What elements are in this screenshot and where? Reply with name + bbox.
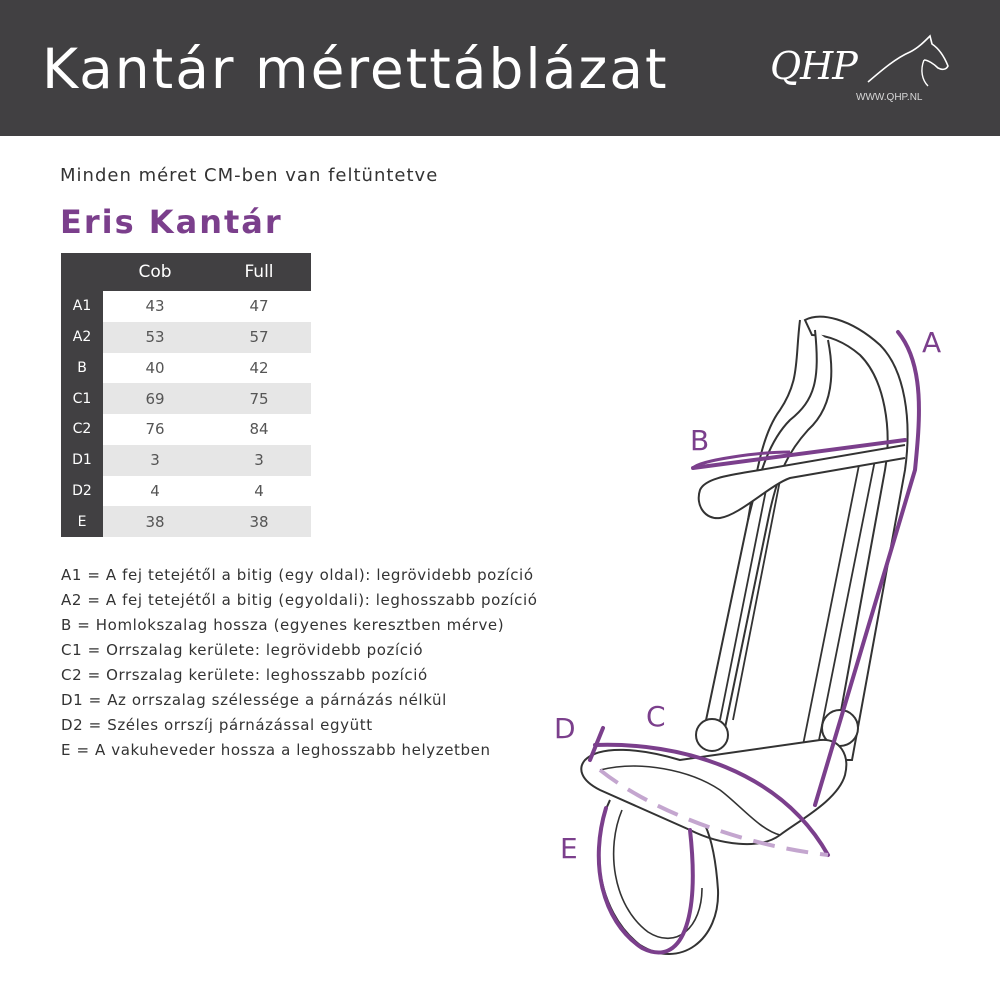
noseband (581, 740, 846, 844)
legend-item-d1: D1 = Az orrszalag szélessége a párnázás nélkül (61, 691, 447, 709)
cob-value: 76 (103, 414, 207, 445)
logo-text: QHP (770, 44, 857, 88)
full-value: 4 (207, 476, 311, 507)
legend-item-e: E = A vakuheveder hossza a leghosszabb helyzetben (61, 741, 491, 759)
cob-value: 43 (103, 291, 207, 322)
size-table (61, 253, 311, 537)
table-header-row (61, 253, 311, 291)
column-header-cob: Cob (103, 253, 207, 291)
cob-value: 3 (103, 445, 207, 476)
horse-head-icon (862, 30, 952, 100)
label-a: A (922, 326, 942, 359)
bridle-diagram (540, 300, 1000, 980)
cob-value: 4 (103, 476, 207, 507)
measurement-legend (61, 563, 541, 763)
table-row (61, 383, 311, 414)
label-e: E (560, 832, 578, 865)
full-value: 42 (207, 353, 311, 384)
row-label: A2 (61, 322, 103, 353)
full-value: 47 (207, 291, 311, 322)
qhp-logo[interactable] (766, 30, 956, 110)
legend-item-a2: A2 = A fej tetejétől a bitig (egyoldali): leghosszabb pozíció (61, 591, 538, 609)
legend-item-c1: C1 = Orrszalag kerülete: legrövidebb pozíció (61, 641, 424, 659)
product-title: Eris Kantár (60, 203, 283, 241)
cob-value: 69 (103, 383, 207, 414)
legend-item-d2: D2 = Széles orrszíj párnázással együtt (61, 716, 373, 734)
label-d: D (554, 712, 576, 745)
table-corner-cell (61, 253, 103, 291)
headpiece-inner (705, 330, 831, 728)
table-row (61, 353, 311, 384)
row-label: B (61, 353, 103, 384)
full-value: 57 (207, 322, 311, 353)
table-row (61, 506, 311, 537)
row-label: D2 (61, 476, 103, 507)
cob-value: 40 (103, 353, 207, 384)
table-row (61, 476, 311, 507)
row-label: A1 (61, 291, 103, 322)
table-row (61, 291, 311, 322)
table-row (61, 322, 311, 353)
table-row (61, 445, 311, 476)
row-label: D1 (61, 445, 103, 476)
header-banner (0, 0, 1000, 136)
row-label: C2 (61, 414, 103, 445)
full-value: 38 (207, 506, 311, 537)
full-value: 75 (207, 383, 311, 414)
row-label: E (61, 506, 103, 537)
legend-item-c2: C2 = Orrszalag kerülete: leghosszabb pozíció (61, 666, 428, 684)
table-row (61, 414, 311, 445)
logo-url: WWW.QHP.NL (856, 92, 923, 103)
page-title: Kantár mérettáblázat (42, 37, 669, 101)
cob-value: 38 (103, 506, 207, 537)
legend-item-b: B = Homlokszalag hossza (egyenes keresztben mérve) (61, 616, 505, 634)
cob-value: 53 (103, 322, 207, 353)
label-c: C (646, 700, 666, 733)
bridle-illustration (540, 300, 1000, 980)
units-note: Minden méret CM-ben van feltüntetve (60, 165, 439, 186)
bit-ring-left (696, 719, 728, 751)
full-value: 84 (207, 414, 311, 445)
legend-item-a1: A1 = A fej tetejétől a bitig (egy oldal): legrövidebb pozíció (61, 566, 534, 584)
label-b: B (690, 424, 710, 457)
column-header-full: Full (207, 253, 311, 291)
browband (699, 445, 905, 518)
full-value: 3 (207, 445, 311, 476)
row-label: C1 (61, 383, 103, 414)
